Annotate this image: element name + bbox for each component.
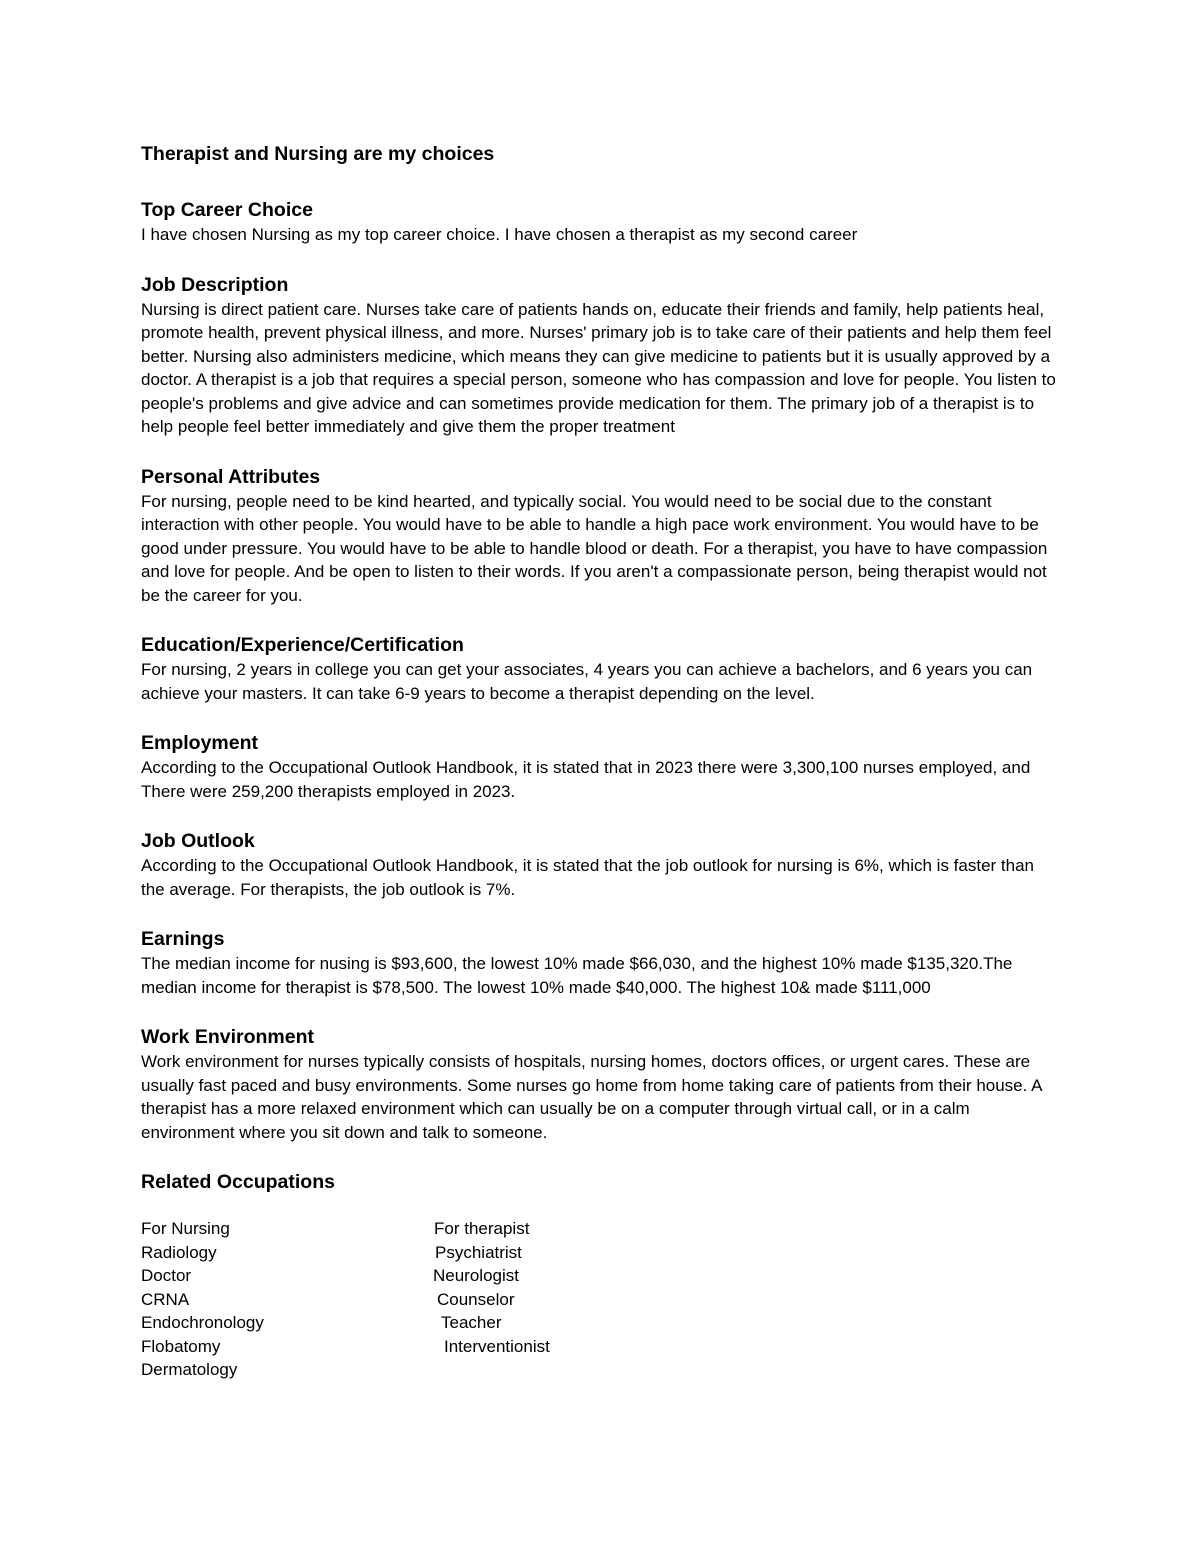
section-heading: Top Career Choice [141, 199, 313, 221]
document-title: Therapist and Nursing are my choices [141, 143, 495, 165]
section-body: According to the Occupational Outlook Handbook, it is stated that in 2023 there were 3,300,100 nurses employed, and There were 259,200 therapists employed in 2023. [141, 758, 1031, 801]
section-personal-attributes [141, 464, 1061, 608]
section-body: For nursing, 2 years in college you can get your associates, 4 years you can achieve a bachelors, and 6 years you can achieve your masters. It can take 6-9 years to become a therapist depending on the level. [141, 660, 1033, 703]
document-content [141, 141, 1061, 1387]
related-occupations-columns [141, 1217, 1061, 1387]
section-heading: Earnings [141, 928, 225, 950]
list-item: Radiology [141, 1242, 217, 1262]
list-item: Endochronology [141, 1313, 264, 1332]
section-heading: Job Description [141, 273, 289, 296]
list-item: Neurologist [433, 1266, 519, 1285]
section-work-environment [141, 1024, 1061, 1144]
section-body: The median income for nusing is $93,600, the lowest 10% made $66,030, and the highest 10% made $135,320.The median income for therapist is $78,500. The lowest 10% made $40,000. The highest 10& made $111,000 [141, 954, 1013, 997]
list-item: Dermatology [141, 1360, 238, 1379]
list-item: CRNA [141, 1289, 190, 1309]
section-heading: Education/Experience/Certification [141, 634, 464, 656]
list-item: Doctor [141, 1266, 192, 1285]
section-employment [141, 730, 1061, 803]
section-heading: Job Outlook [141, 830, 255, 852]
section-related-occupations [141, 1169, 1061, 1387]
section-top-career-choice [141, 197, 1061, 247]
list-item: Teacher [441, 1313, 502, 1332]
section-body: For nursing, people need to be kind hearted, and typically social. You would need to be social due to the constant interaction with other people. You would have to be able to handle a high pace work environment. You would have to be good under pressure. You would have to be able to handle blood or death. For a therapist, you have to have compassion and love for people. And be open to listen to their words. If you aren't a compassionate person, being therapist would not be the career for you. [141, 491, 1048, 605]
list-item: For Nursing [141, 1219, 230, 1238]
related-occupations-heading: Related Occupations [141, 1171, 335, 1193]
section-earnings [141, 926, 1061, 999]
section-body: Nursing is direct patient care. Nurses take care of patients hands on, educate their friends and family, help patients heal, promote health, prevent physical illness, and more. Nurses' primary job is to take care of their patients and help them feel better. Nursing also administers medicine, which means they can give medicine to patients but it is usually approved by a doctor. A therapist is a job that requires a special person, someone who has compassion and love for people. You listen to people's problems and give advice and can sometimes provide medication for them. The primary job of a therapist is to help people feel better immediately and give them the proper treatment [141, 299, 1056, 436]
section-heading: Employment [141, 732, 259, 754]
section-body: Work environment for nurses typically consists of hospitals, nursing homes, doctors offices, or urgent cares. These are usually fast paced and busy environments. Some nurses go home from home taking care of patients from their house. A therapist has a more relaxed environment which can usually be on a computer through virtual call, or in a calm environment where you sit down and talk to someone. [141, 1052, 1042, 1142]
list-item: Psychiatrist [435, 1242, 522, 1262]
section-job-outlook [141, 828, 1061, 901]
section-education [141, 632, 1061, 705]
nursing-occupations-list [141, 1217, 264, 1382]
section-job-description [141, 272, 1061, 439]
section-heading: Personal Attributes [141, 465, 321, 488]
list-item: Flobatomy [141, 1336, 221, 1356]
list-item: For therapist [434, 1219, 530, 1238]
therapist-occupations-list [432, 1217, 550, 1358]
list-item: Interventionist [444, 1336, 550, 1356]
list-item: Counselor [437, 1289, 515, 1309]
section-body: I have chosen Nursing as my top career choice. I have chosen a therapist as my second career [141, 225, 858, 244]
section-body: According to the Occupational Outlook Handbook, it is stated that the job outlook for nursing is 6%, which is faster than the average. For therapists, the job outlook is 7%. [141, 856, 1034, 899]
section-heading: Work Environment [141, 1026, 314, 1048]
